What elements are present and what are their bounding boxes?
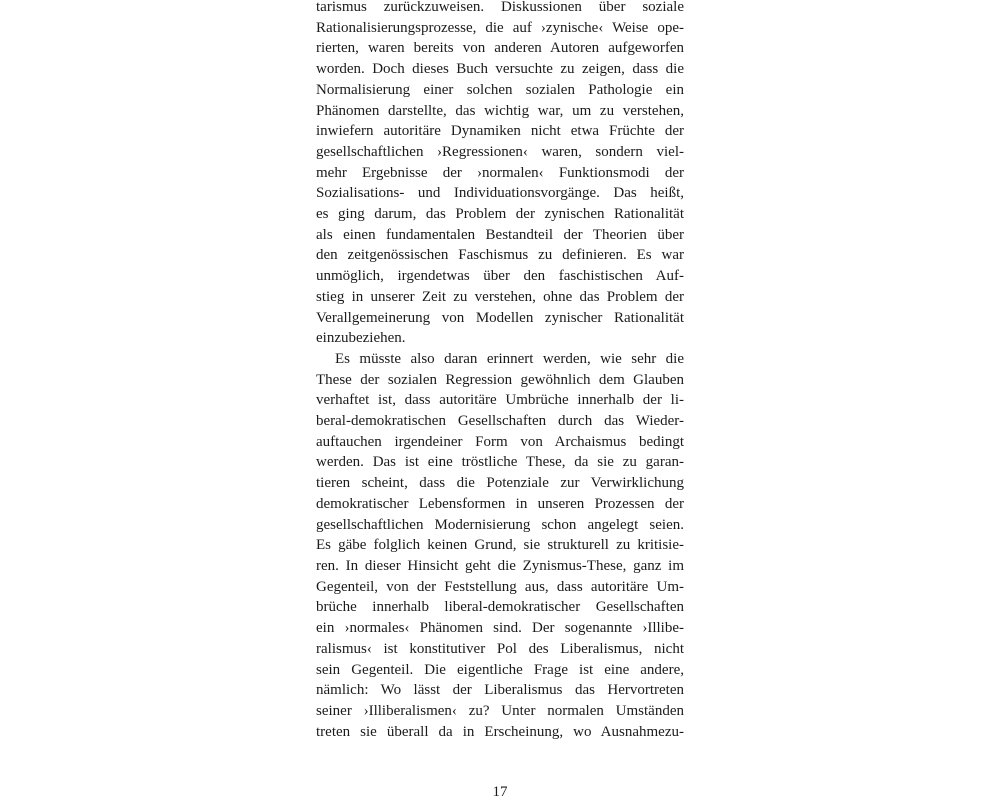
text-line-content: tarismus zurückzuweisen. Diskussionen über soziale [316,0,684,15]
text-line-content: tieren scheint, dass die Potenziale zur Verwirklichung [316,475,684,492]
text-line-content: Normalisierung einer solchen sozialen Pathologie ein [316,81,684,98]
text-line [316,680,684,701]
text-line-content: stieg in unserer Zeit zu verstehen, ohne das Problem der [316,288,684,305]
text-line-content: gesellschaftlichen Modernisierung schon angelegt seien. [316,516,684,533]
text-line [316,639,684,660]
text-line-content: inwiefern autoritäre Dynamiken nicht etwa Früchte der [316,123,684,140]
text-line-content: ralismus‹ ist konstitutiver Pol des Liberalismus, nicht [316,640,684,657]
text-column [316,0,684,742]
text-line-content: nämlich: Wo lässt der Liberalismus das Hervortreten [316,682,684,699]
text-line [316,183,684,204]
text-line-content: werden. Das ist eine tröstliche These, da sie zu garan- [316,454,684,471]
text-line [316,577,684,598]
text-line-content: demokratischer Lebensformen in unseren Prozessen der [316,495,684,512]
text-line [316,163,684,184]
text-line-content: Es gäbe folglich keinen Grund, sie strukturell zu kritisie- [316,537,684,554]
text-line-content: Es müsste also daran erinnert werden, wie sehr die [335,350,684,367]
text-line [316,266,684,287]
text-line [316,660,684,681]
text-line-content: mehr Ergebnisse der ›normalen‹ Funktionsmodi der [316,164,684,181]
text-line [316,225,684,246]
text-line [316,597,684,618]
text-line-content: einzubeziehen. [316,330,406,347]
text-line-content: als einen fundamentalen Bestandteil der Theorien über [316,226,684,243]
text-line [316,101,684,122]
text-line [316,204,684,225]
paragraph [316,0,684,349]
text-line [316,390,684,411]
text-line-content: brüche innerhalb liberal-demokratischer Gesellschaften [316,599,684,616]
text-line [316,618,684,639]
text-line [316,59,684,80]
text-line-content: auftauchen irgendeiner Form von Archaismus bedingt [316,433,684,450]
text-line [316,370,684,391]
text-line [316,473,684,494]
text-line-content: ein ›normales‹ Phänomen sind. Der sogenannte ›Illibe- [316,620,684,637]
text-line [316,515,684,536]
text-line [316,308,684,329]
page-number: 17 [492,784,508,800]
text-line [316,535,684,556]
text-line [316,287,684,308]
text-line-content: rierten, waren bereits von anderen Autoren aufgeworfen [316,40,684,57]
text-line-content: beral-demokratischen Gesellschaften durch das Wieder- [316,413,684,430]
text-line-content: Phänomen darstellte, das wichtig war, um zu verstehen, [316,102,684,119]
text-line [316,328,684,349]
text-line-content: Gegenteil, von der Feststellung aus, dass autoritäre Um- [316,578,684,595]
text-line-content: Verallgemeinerung von Modellen zynischer Rationalität [316,309,684,326]
text-line-content: verhaftet ist, dass autoritäre Umbrüche innerhalb der li- [316,392,684,409]
text-line [316,701,684,722]
text-line [316,494,684,515]
text-line-content: gesellschaftlichen ›Regressionen‹ waren, sondern viel- [316,143,684,160]
text-line [316,411,684,432]
text-line-content: Rationalisierungsprozesse, die auf ›zynische‹ Weise ope- [316,19,684,36]
text-line-content: ren. In dieser Hinsicht geht die Zynismus-These, ganz im [316,557,684,574]
text-line [316,38,684,59]
text-line-content: seiner ›Illiberalismen‹ zu? Unter normalen Umständen [316,702,684,719]
text-line [316,452,684,473]
text-line-content: den zeitgenössischen Faschismus zu definieren. Es war [316,247,684,264]
text-line-content: es ging darum, das Problem der zynischen Rationalität [316,206,684,223]
text-line-content: worden. Doch dieses Buch versuchte zu zeigen, dass die [316,61,684,78]
paragraph [316,349,684,742]
text-line [316,18,684,39]
text-line [316,0,684,18]
text-line [316,245,684,266]
text-line [316,142,684,163]
text-line-content: sein Gegenteil. Die eigentliche Frage ist eine andere, [316,661,684,678]
text-line [316,80,684,101]
text-line-content: Sozialisations- und Individuationsvorgänge. Das heißt, [316,185,684,202]
text-line-content: treten sie überall da in Erscheinung, wo Ausnahmezu- [316,723,684,740]
text-line [316,432,684,453]
text-line [316,349,684,370]
text-line-content: unmöglich, irgendetwas über den faschistischen Auf- [316,268,684,285]
text-line [316,556,684,577]
text-line-content: These der sozialen Regression gewöhnlich dem Glauben [316,371,684,388]
text-line [316,722,684,743]
text-line [316,121,684,142]
